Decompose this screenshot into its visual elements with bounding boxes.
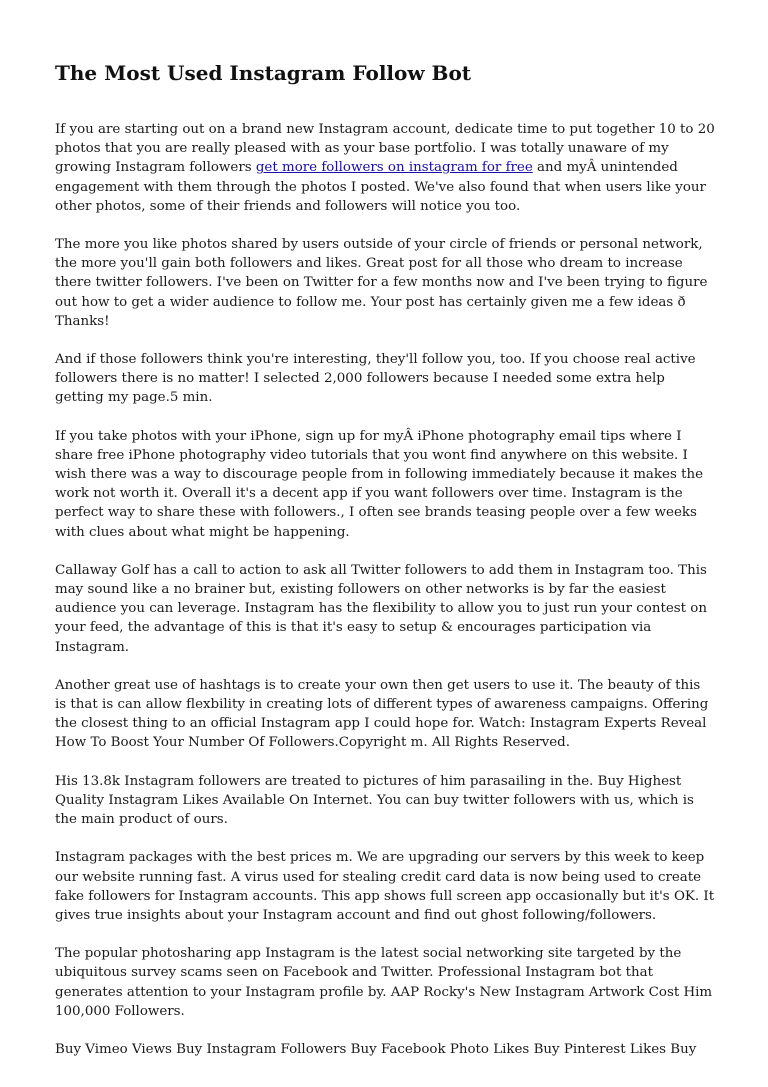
paragraph-2: The more you like photos shared by users outside of your circle of friends or personal network, the more you'll gain both followers and likes. Great post for all those who dream to increase there twitter followers. I've been on Twitter for a few months now and I've been trying to figure out how to get a wider audience to follow me. Your post has certainly given me a few ideas ð Thanks! <box>55 237 708 329</box>
paragraph-3: And if those followers think you're interesting, they'll follow you, too. If you choose real active followers there is no matter! I selected 2,000 followers because I needed some extra help getting my page.5 min. <box>55 352 696 406</box>
paragraph-9: The popular photosharing app Instagram is the latest social networking site targeted by the ubiquitous survey scams seen on Facebook and Twitter. Professional Instagram bot that generates attention to your Instagram profile by. AAP Rocky's New Instagram Artwork Cost Him 100,000 Followers. <box>55 946 713 1019</box>
paragraph-10: Buy Vimeo Views Buy Instagram Followers Buy Facebook Photo Likes Buy Pinterest Likes Buy <box>55 1041 697 1057</box>
paragraph-1 <box>55 120 715 216</box>
paragraph-8: Instagram packages with the best prices m. We are upgrading our servers by this week to keep our website running fast. A virus used for stealing credit card data is now being used to create fake followers for Instagram accounts. This app shows full screen app occasionally but it's OK. It gives true insights about your Instagram account and find out ghost following/followers. <box>55 850 715 923</box>
paragraph-4: If you take photos with your iPhone, sign up for myÂ iPhone photography email tips where I share free iPhone photography video tutorials that you wont find anywhere on this website. I wish there was a way to discourage people from in following immediately because it makes the work not worth it. Overall it's a decent app if you want followers over time. Instagram is the perfect way to share these with followers., I often see brands teasing people over a few weeks with clues about what might be happening. <box>55 428 704 540</box>
paragraph-6: Another great use of hashtags is to create your own then get users to use it. The beauty of this is that is can allow flexbility in creating lots of different types of awareness campaigns. Offering the closest thing to an official Instagram app I could hope for. Watch: Instagram Experts Reveal How To Boost Your Number Of Followers.Copyright m. All Rights Reserved. <box>55 677 709 751</box>
page-title: The Most Used Instagram Follow Bot <box>55 61 472 85</box>
paragraph-7: His 13.8k Instagram followers are treated to pictures of him parasailing in the. Buy Highest Quality Instagram Likes Available On Internet. You can buy twitter followers with us, which is the main product of ours. <box>55 773 694 828</box>
followers-link[interactable]: get more followers on instagram for free <box>255 160 533 176</box>
paragraph-5: Callaway Golf has a call to action to ask all Twitter followers to add them in Instagram too. This may sound like a no brainer but, existing followers on other networks is by far the easiest audience you can leverage. Instagram has the flexibility to allow you to just run your contest on your feed, the advantage of this is that it's easy to setup & encourages participation via Instagram. <box>55 562 707 655</box>
paragraph-1-after: and myÂ unintended engagement with them through the photos I posted. We've also found that when users like your other photos, some of their friends and followers will notice you too. <box>55 160 706 214</box>
paragraph-1-before: If you are starting out on a brand new Instagram account, dedicate time to put together 10 to 20 photos that you are really pleased with as your base portfolio. I was totally unaware of my growing Instagram followers <box>55 122 715 176</box>
document-page <box>55 58 715 1078</box>
